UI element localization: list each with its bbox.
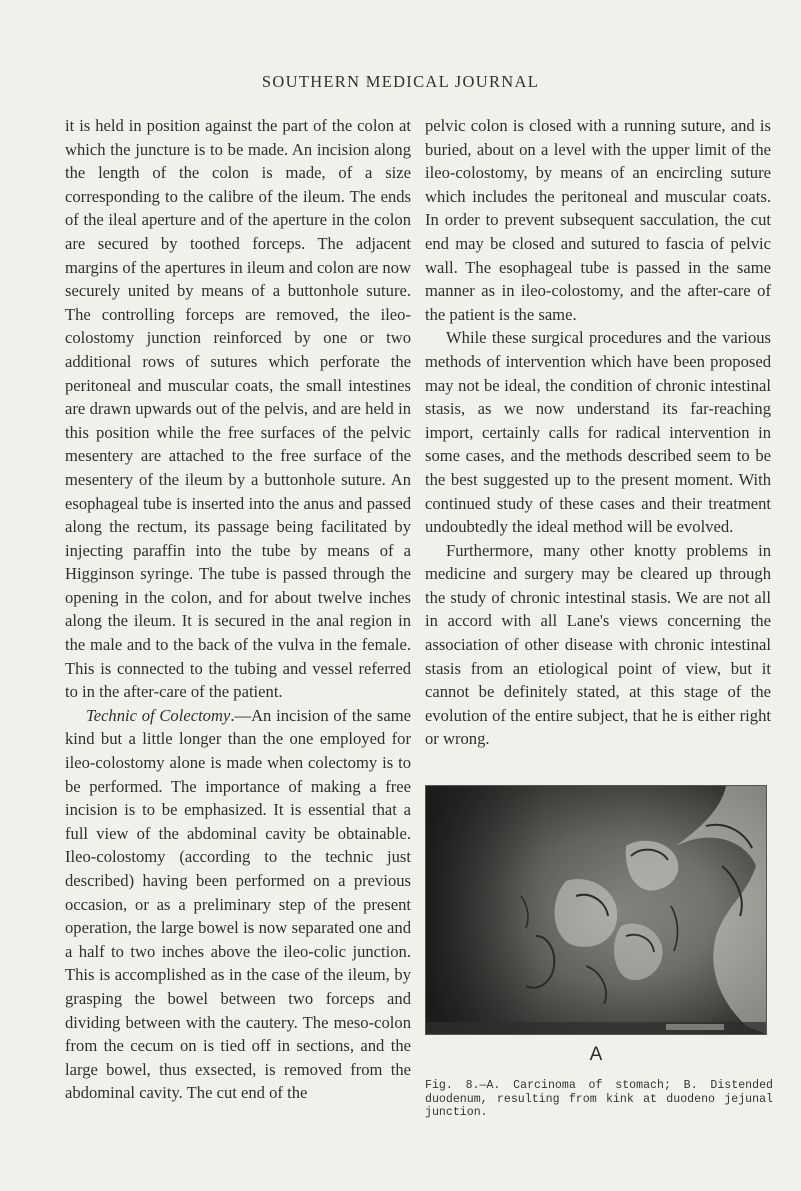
figure-panel-letter: A (589, 1044, 603, 1065)
xray-image (426, 786, 766, 1034)
left-paragraph-2 (65, 704, 411, 1105)
running-head: SOUTHERN MEDICAL JOURNAL (261, 72, 540, 91)
left-paragraph-2-text: .—An incision of the same kind but a little longer than the one employed for ileo-colostomy alone is made when colectomy is to be performed. The importance of making a free incision is to be emphasized. It is essential that a full view of the abdominal cavity be obtainable. Ileo-colostomy (according to the technic just described) having been performed on a previous occasion, or as a preliminary step of the present operation, the large bowel is now separated one and a half to two inches above the ileo-colic junction. This is accomplished as in the case of the ileum, by grasping the bowel between two forceps and dividing between with the cautery. The meso-colon from the cecum on is tied off in sections, and the large bowel, thus exsected, is removed from the abdominal cavity. The cut end of the (65, 705, 411, 1103)
right-paragraph-2: While these surgical procedures and the various methods of intervention which have been proposed may not be ideal, the condition of chronic intestinal stasis, as we now understand its far-reaching import, certainly calls for radical intervention in some cases, and the methods described seem to be the best suggested up to the present moment. With continued study of these cases and their treatment undoubtedly the ideal method will be evolved. (425, 328, 771, 537)
section-heading-colectomy: Technic of Colectomy (86, 705, 231, 725)
xray-figure (425, 785, 767, 1035)
figure-caption: Fig. 8.—A. Carcinoma of stomach; B. Distended duodenum, resulting from kink at duodeno jejunal junction. (425, 1079, 773, 1119)
right-paragraph-1: pelvic colon is closed with a running suture, and is buried, about on a level with the upper limit of the ileo-colostomy, by means of an encircling suture which includes the peritoneal and muscular coats. In order to prevent subsequent sacculation, the cut end may be closed and sutured to fascia of pelvic wall. The esophageal tube is passed in the same manner as in ileo-colostomy, and the after-care of the patient is the same. (425, 116, 771, 324)
left-column (65, 114, 411, 1105)
left-paragraph-1: it is held in position against the part of the colon at which the juncture is to be made. An incision along the length of the colon is made, of a size corresponding to the calibre of the ileum. The ends of the ileal aperture and of the aperture in the colon are secured by toothed forceps. The adjacent margins of the apertures in ileum and colon are now securely united by means of a buttonhole suture. The controlling forceps are removed, the ileo-colostomy junction reinforced by one or two additional rows of sutures which perforate the peritoneal and muscular coats, the small intestines are drawn upwards out of the pelvis, and are held in this position while the free surfaces of the pelvic mesentery are attached to the free surface of the mesentery of the ileum by a buttonhole suture. An esophageal tube is inserted into the anus and passed along the rectum, its passage being facilitated by injecting paraffin into the tube by means of a Higginson syringe. The tube is passed through the opening in the colon, and for about twelve inches along the ileum. It is secured in the anal region in the male and to the back of the vulva in the female. This is connected to the tubing and vessel referred to in the after-care of the patient. (65, 116, 411, 702)
right-paragraph-3: Furthermore, many other knotty problems in medicine and surgery may be cleared up through the study of chronic intestinal stasis. We are not all in accord with all Lane's views concerning the association of other disease with chronic intestinal stasis from an etiological point of view, but it cannot be definitely stated, at this stage of the evolution of the entire subject, that he is either right or wrong. (425, 540, 771, 749)
right-column (425, 114, 771, 751)
